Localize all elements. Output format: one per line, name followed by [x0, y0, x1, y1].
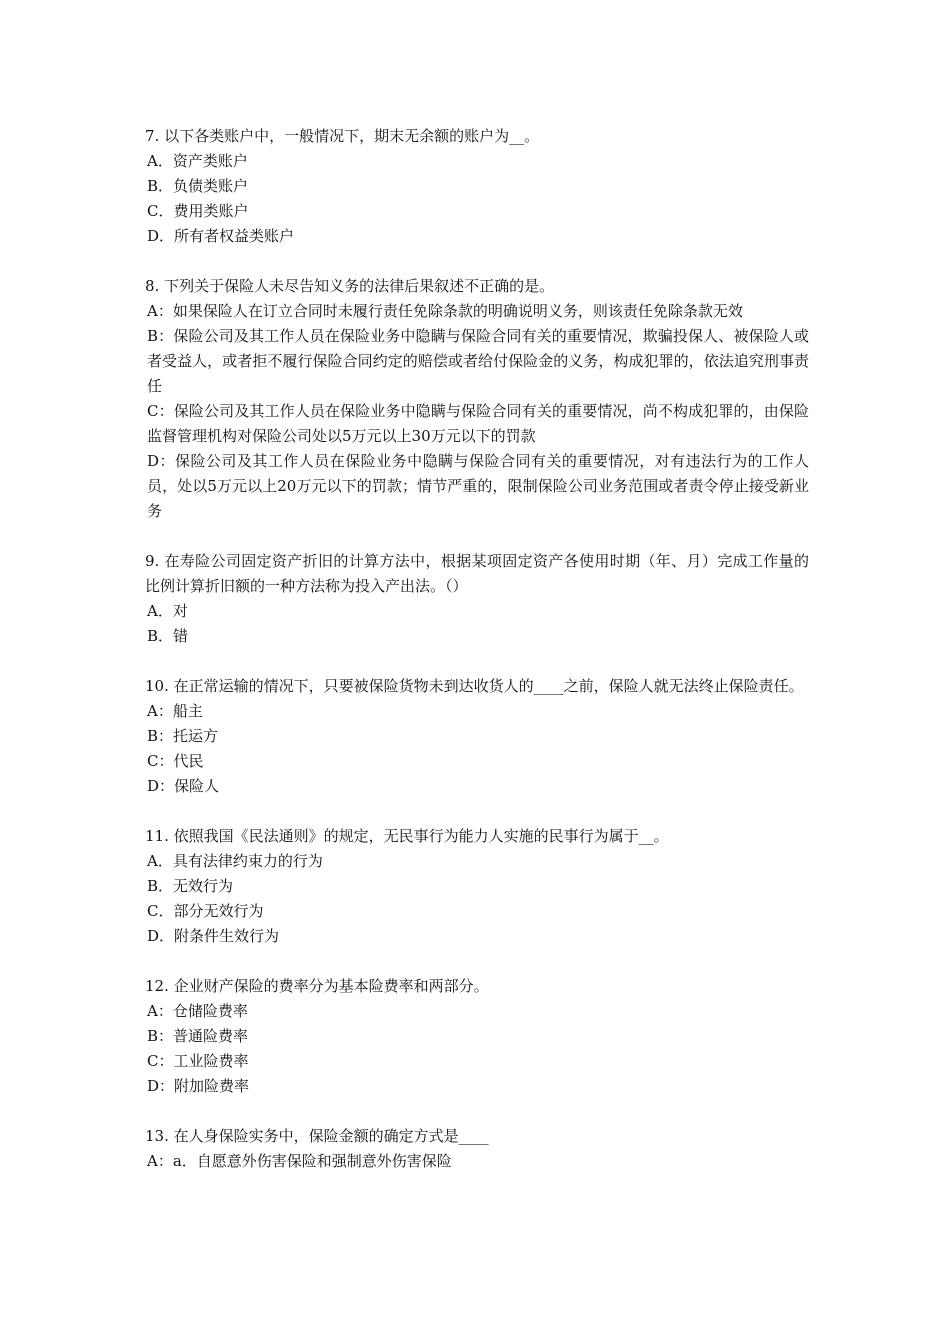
option-a: A：如果保险人在订立合同时未履行责任免除条款的明确说明义务，则该责任免除条款无效: [147, 302, 743, 320]
option-b: B．无效行为: [147, 877, 234, 895]
option-d: D：附加险费率: [147, 1077, 250, 1095]
question-11: [145, 824, 809, 949]
option-a: A：仓储险费率: [147, 1002, 248, 1020]
question-13: [145, 1124, 809, 1174]
question-list: [145, 124, 809, 1199]
question-text: 11. 依照我国《民法通则》的规定，无民事行为能力人实施的民事行为属于__。: [145, 827, 669, 845]
question-9: [145, 549, 809, 649]
question-8: [145, 274, 809, 524]
option-c: C．部分无效行为: [147, 902, 264, 920]
option-b: B：普通险费率: [147, 1027, 249, 1045]
option-b: B．错: [147, 627, 189, 645]
option-b: B：托运方: [147, 727, 219, 745]
option-a: A．对: [147, 602, 188, 620]
option-d: D：保险人: [147, 777, 220, 795]
question-10: [145, 674, 809, 799]
question-text: 10. 在正常运输的情况下，只要被保险货物未到达收货人的____之前，保险人就无法终止保险责任。: [145, 677, 804, 695]
option-a: A．具有法律约束力的行为: [147, 852, 323, 870]
option-c: C．费用类账户: [147, 202, 249, 220]
option-a: A：a．自愿意外伤害保险和强制意外伤害保险: [147, 1152, 452, 1170]
question-7: [145, 124, 809, 249]
option-c: C：保险公司及其工作人员在保险业务中隐瞒与保险合同有关的重要情况，尚不构成犯罪的，由保险监督管理机构对保险公司处以5万元以上30万元以下的罚款: [147, 402, 809, 445]
question-text: 9. 在寿险公司固定资产折旧的计算方法中，根据某项固定资产各使用时期（年、月）完成工作量的比例计算折旧额的一种方法称为投入产出法。（）: [145, 552, 809, 595]
option-c: C：工业险费率: [147, 1052, 249, 1070]
question-text: 8. 下列关于保险人未尽告知义务的法律后果叙述不正确的是。: [145, 277, 555, 295]
question-text: 7. 以下各类账户中，一般情况下，期末无余额的账户为__。: [145, 127, 540, 145]
option-a: A：船主: [147, 702, 203, 720]
option-b: B：保险公司及其工作人员在保险业务中隐瞒与保险合同有关的重要情况，欺骗投保人、被保险人或者受益人，或者拒不履行保险合同约定的赔偿或者给付保险金的义务，构成犯罪的，依法追究刑事责任: [147, 327, 809, 395]
option-c: C：代民: [147, 752, 204, 770]
option-b: B．负债类账户: [147, 177, 249, 195]
option-a: A．资产类账户: [147, 152, 248, 170]
option-d: D．附条件生效行为: [147, 927, 280, 945]
question-text: 13. 在人身保险实务中，保险金额的确定方式是____: [145, 1127, 489, 1145]
option-d: D：保险公司及其工作人员在保险业务中隐瞒与保险合同有关的重要情况，对有违法行为的工作人员，处以5万元以上20万元以下的罚款；情节严重的，限制保险公司业务范围或者责令停止接受新业务: [147, 452, 809, 520]
question-12: [145, 974, 809, 1099]
question-text: 12. 企业财产保险的费率分为基本险费率和两部分。: [145, 977, 489, 995]
option-d: D．所有者权益类账户: [147, 227, 295, 245]
